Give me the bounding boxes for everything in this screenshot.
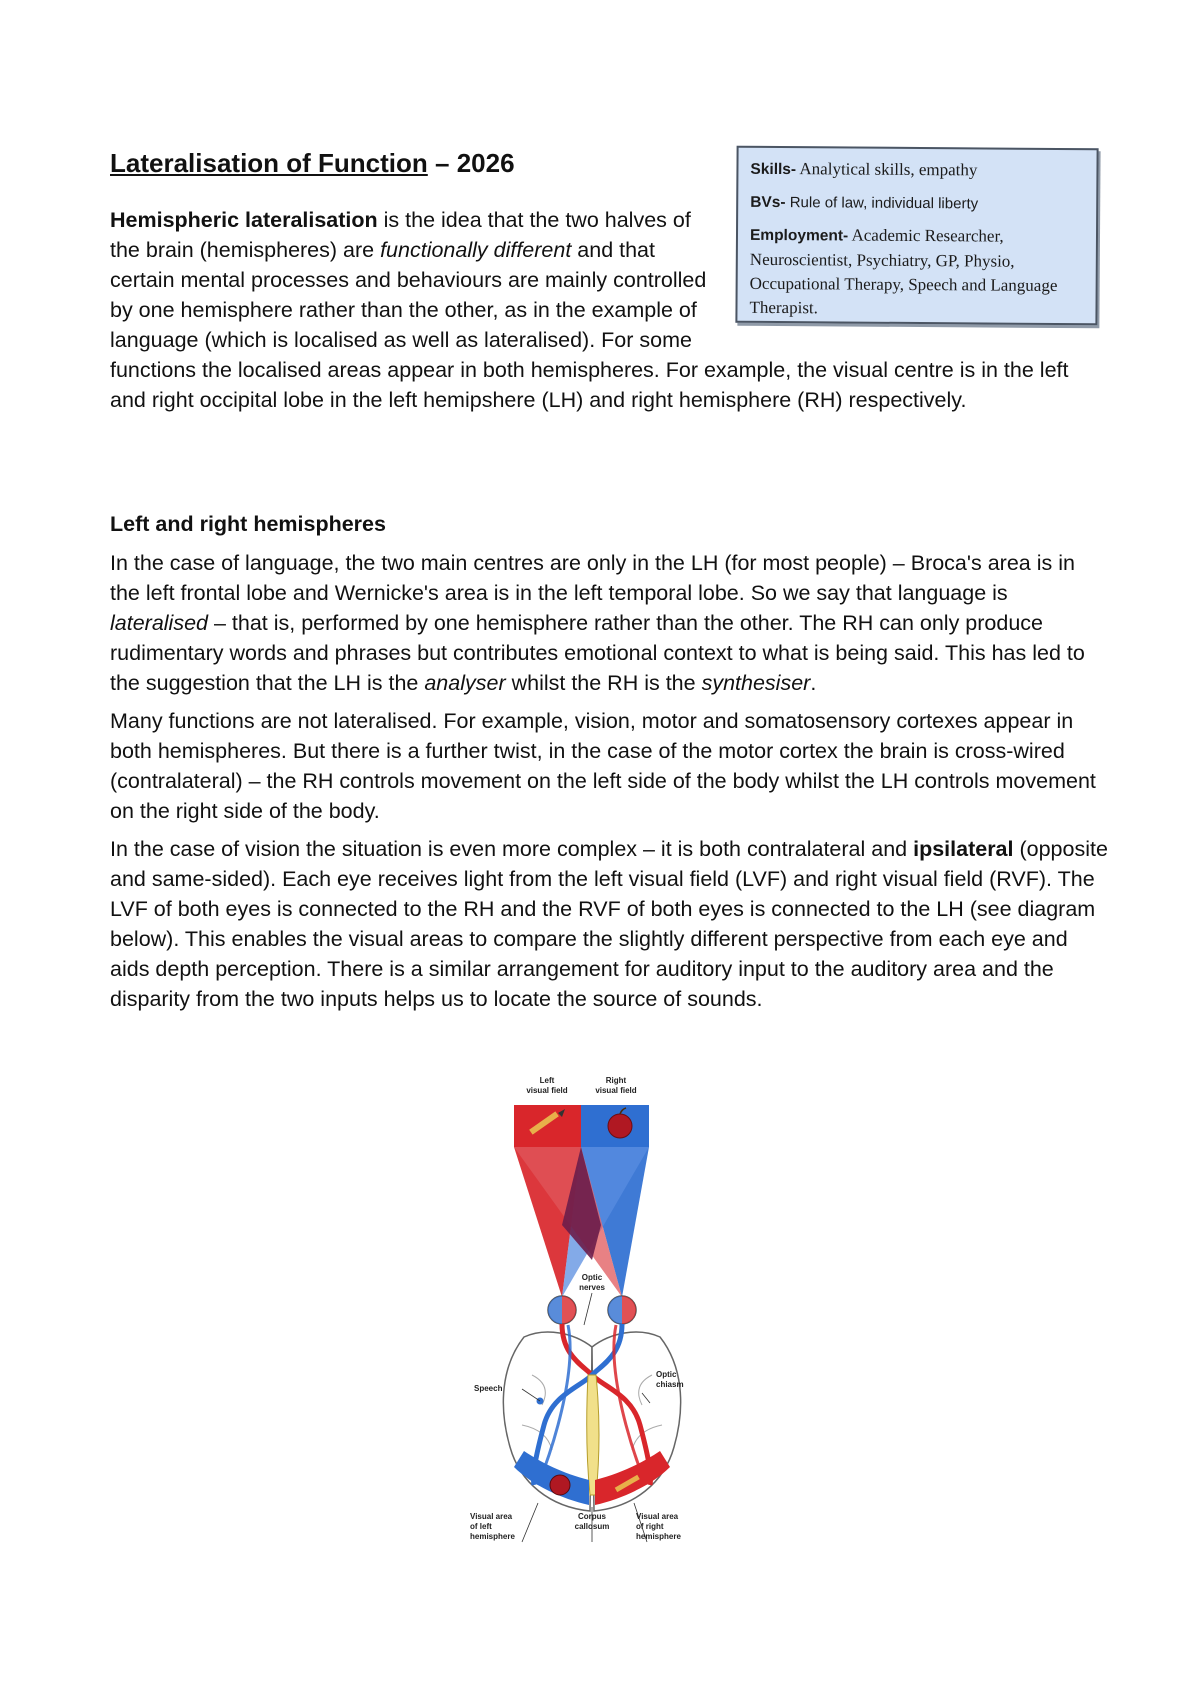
p1-emphasis-2: analyser: [424, 671, 506, 695]
skills-text: Analytical skills, empathy: [796, 159, 978, 180]
skills-line: [750, 157, 1084, 184]
page-title: [110, 146, 515, 180]
label-optic-chiasm-1: Optic: [656, 1370, 677, 1379]
p1-text-4: .: [810, 671, 817, 695]
label-right-visual-field-1: Right: [605, 1076, 627, 1085]
label-optic-nerves-2: nerves: [579, 1283, 605, 1292]
title-year: – 2026: [427, 148, 515, 178]
diagram-svg: [462, 1075, 774, 1555]
bvs-text: Rule of law, individual liberty: [785, 194, 979, 213]
p1-emphasis-3: synthesiser: [701, 671, 811, 695]
p1-text-2: – that is, performed by one hemisphere rather than the other. The RH can only produce rudimentary words and phrases but contributes emotional context to what is being said. This has led to the suggestion that the LH is the: [110, 611, 1085, 695]
label-optic-chiasm-2: chiasm: [656, 1380, 684, 1389]
p1-emphasis-1: lateralised: [110, 611, 208, 635]
label-optic-nerves-1: Optic: [581, 1273, 603, 1282]
intro-emphasis: functionally different: [380, 238, 572, 262]
employment-line: [749, 223, 1084, 322]
p3-text-1: In the case of vision the situation is even more complex – it is both contralateral and: [110, 837, 914, 861]
info-box: [735, 146, 1098, 326]
label-speech: Speech: [474, 1384, 503, 1393]
corpus-callosum: [587, 1375, 599, 1495]
bvs-label: BVs-: [750, 193, 786, 212]
label-left-visual-field-1: Left: [539, 1076, 555, 1085]
intro-text-1: is the idea that the two halves of the brain (hemispheres) are: [110, 208, 691, 262]
skills-label: Skills-: [750, 160, 797, 179]
label-visual-area-left-3: hemisphere: [470, 1532, 515, 1541]
label-corpus-callosum-1: Corpus: [578, 1512, 606, 1521]
label-visual-area-right-2: of right: [636, 1522, 664, 1531]
paragraph-language: [110, 548, 1110, 698]
label-corpus-callosum-2: callosum: [574, 1522, 610, 1531]
right-eye: [608, 1296, 636, 1324]
paragraph-motor: Many functions are not lateralised. For example, vision, motor and somatosensory cortexes appear in both hemispheres. But there is a further twist, in the case of the motor cortex the brain is cross-wired (contralateral) – the RH controls movement on the left side of the body whilst the LH controls movement on the right side of the body.: [110, 709, 1096, 823]
label-left-visual-field-2: visual field: [526, 1086, 568, 1095]
title-main: Lateralisation of Function: [110, 148, 428, 178]
label-visual-area-left-2: of left: [470, 1522, 492, 1531]
label-visual-area-left-1: Visual area: [470, 1512, 513, 1521]
left-visual-field: [514, 1105, 581, 1147]
p3-text-2: (opposite and same-sided). Each eye receives light from the left visual field (LVF) and right visual field (RVF). The LVF of both eyes is connected to the RH and the RVF of both eyes is connected to the LH (see diagram below). This enables the visual areas to compare the slightly different perspective from each eye and aids depth perception. There is a similar arrangement for auditory input to the auditory area and the disparity from the two inputs helps us to locate the source of sounds.: [110, 837, 1108, 1011]
label-right-visual-field-2: visual field: [595, 1086, 637, 1095]
p1-text-1: In the case of language, the two main centres are only in the LH (for most people) – Broca's area is in the left frontal lobe and Wernicke's area is in the left temporal lobe. So we say that language is: [110, 551, 1075, 605]
p3-bold: ipsilateral: [913, 837, 1014, 861]
left-eye: [548, 1296, 576, 1324]
visual-pathway-diagram: [462, 1075, 774, 1555]
body-text: [110, 548, 1110, 1022]
employment-text: Academic Researcher, Neuroscientist, Psychiatry, GP, Physio, Occupational Therapy, Speech and Language Therapist.: [749, 225, 1058, 318]
apple-projection: [550, 1475, 570, 1495]
employment-label: Employment-: [749, 226, 849, 245]
paragraph-vision: [110, 834, 1110, 1014]
intro-term: Hemispheric lateralisation: [110, 208, 378, 232]
label-visual-area-right-3: hemisphere: [636, 1532, 681, 1541]
p1-text-3: whilst the RH is the: [505, 671, 702, 695]
bvs-line: [750, 190, 1084, 217]
section-heading: Left and right hemispheres: [110, 512, 386, 536]
intro-text-2: and that certain mental processes and behaviours are mainly controlled by one hemisphere rather than the other, as in the example of language (which is localised as well as lateralised). For some functions the localised areas appear in both hemispheres. For example, the visual centre is in the left and right occipital lobe in the left hemipshere (LH) and right hemisphere (RH) respectively.: [110, 238, 1069, 412]
label-visual-area-right-1: Visual area: [636, 1512, 679, 1521]
